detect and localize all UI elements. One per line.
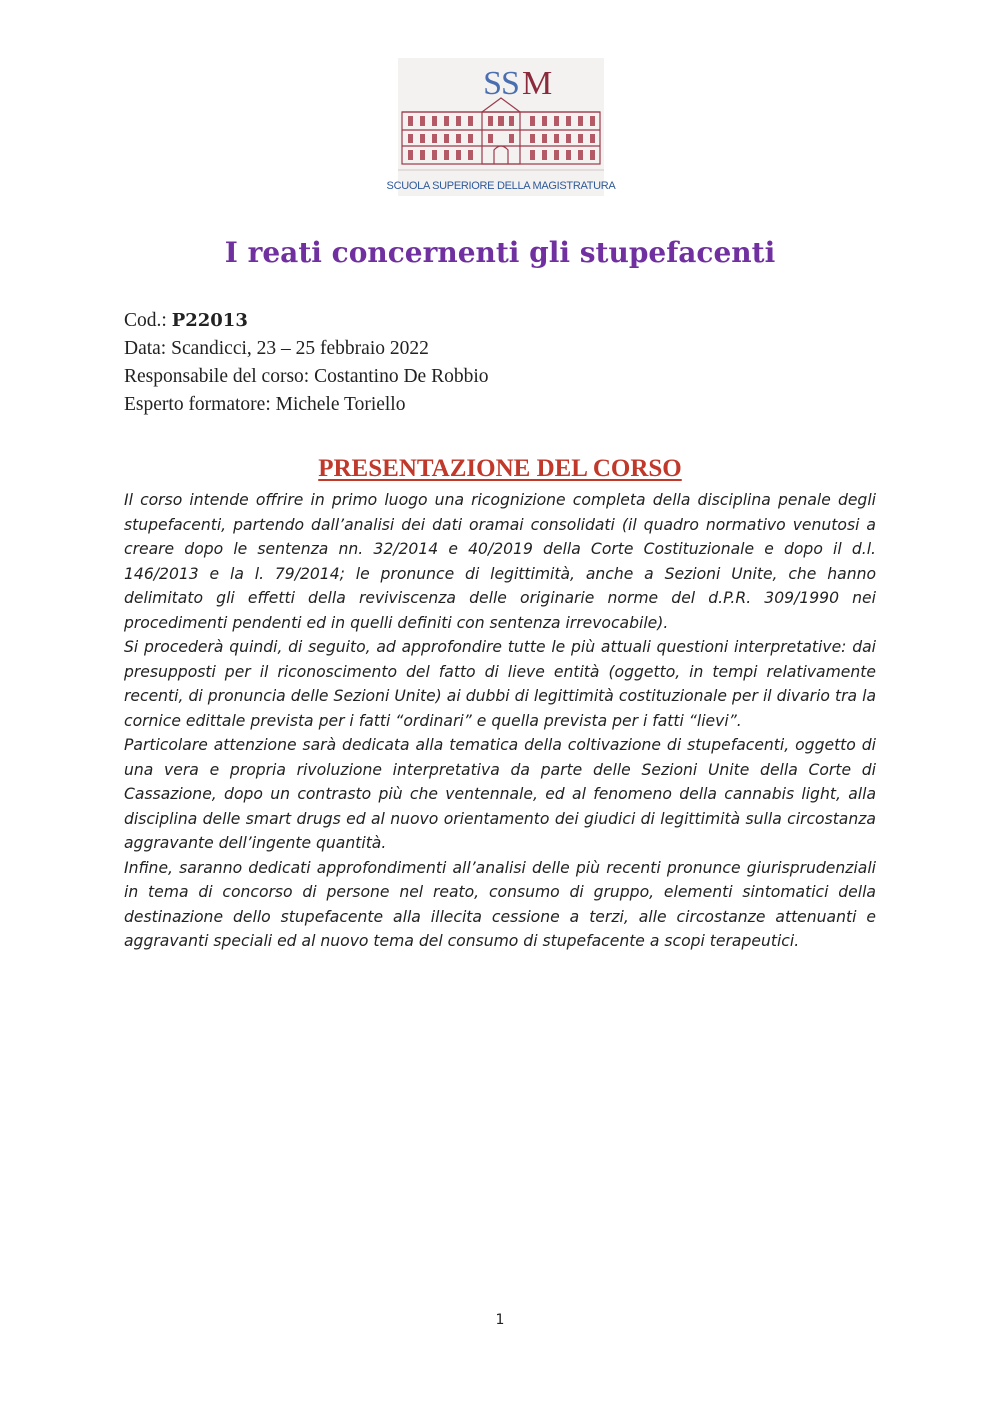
document-title: I reati concernenti gli stupefacenti xyxy=(224,236,776,269)
section-title: PRESENTAZIONE DEL CORSO xyxy=(318,455,682,482)
course-code-line xyxy=(124,307,489,335)
paragraph: Il corso intende offrire in primo luogo una ricognizione completa della disciplina penale degli stupefacenti, partendo dall’analisi dei dati oramai consolidati (il quadro normativo venutosi a creare dopo le sentenza nn. 32/2014 e 40/2019 della Corte Costituzionale e dopo il d.l. 146/2013 e la l. 79/2014; le pronunce di legittimità, anche a Sezioni Unite, che hanno delimitato gli effetti della reviviscenza delle originarie norme del d.P.R. 309/1990 nei procedimenti pendenti ed in quelli definiti con sentenza irrevocabile). xyxy=(124,491,876,632)
paragraph: Si procederà quindi, di seguito, ad approfondire tutte le più attuali questioni interpretative: dai presupposti per il riconoscimento del fatto di lieve entità (oggetto, in tempi relativamente recenti, di pronuncia delle Sezioni Unite) ai dubbi di legittimità costituzionale per il divario tra la cornice edittale prevista per i fatti “ordinari” e quella prevista per i fatti “lievi”. xyxy=(124,638,876,730)
ssm-logo xyxy=(386,58,616,196)
svg-text:M: M xyxy=(522,65,553,102)
course-presentation xyxy=(124,488,876,954)
course-manager: Responsabile del corso: Costantino De Robbio xyxy=(124,366,489,387)
course-code-label: Cod.: xyxy=(124,310,172,331)
course-code-value: P22013 xyxy=(171,310,248,331)
course-expert: Esperto formatore: Michele Toriello xyxy=(124,394,406,415)
paragraph: Infine, saranno dedicati approfondimenti all’analisi delle più recenti pronunce giurisprudenziali in tema di concorso di persone nel reato, consumo di gruppo, elementi sintomatici della destinazione dello stupefacente alla illecita cessione a terzi, alle circostanze attenuanti e aggravanti speciali ed al nuovo tema del consumo di stupefacente a scopi terapeutici. xyxy=(124,858,876,950)
course-date: Data: Scandicci, 23 – 25 febbraio 2022 xyxy=(124,338,429,359)
course-info xyxy=(124,307,489,419)
svg-text:SS: SS xyxy=(483,65,519,102)
page-number: 1 xyxy=(495,1312,505,1328)
svg-text:SCUOLA SUPERIORE DELLA MAGISTR: SCUOLA SUPERIORE DELLA MAGISTRATURA xyxy=(386,180,616,192)
paragraph: Particolare attenzione sarà dedicata alla tematica della coltivazione di stupefacenti, oggetto di una vera e propria rivoluzione interpretativa da parte delle Sezioni Unite della Corte di Cassazione, dopo un contrasto più che ventennale, ed al fenomeno della cannabis light, alla disciplina delle smart drugs ed al nuovo orientamento dei giudici di legittimità sulla circostanza aggravante dell’ingente quantità. xyxy=(124,736,876,852)
